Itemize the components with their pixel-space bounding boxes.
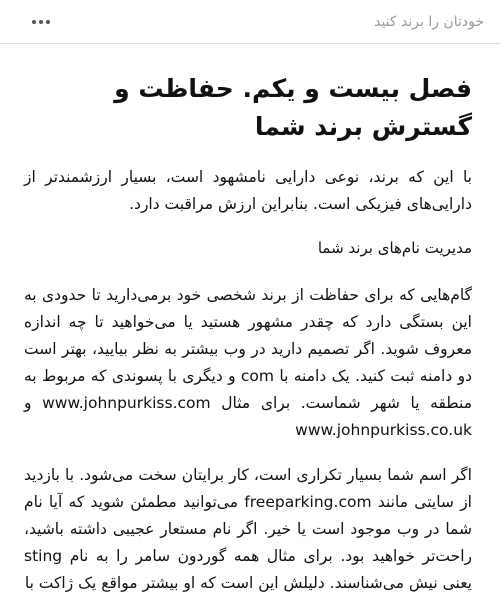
- chapter-intro: با این که برند، نوعی دارایی نامشهود است، بسیار ارزشمندتر از دارایی‌های فیزیکی است. بنابراین ارزش مراقبت دارد.: [24, 168, 472, 213]
- chapter-title: فصل بیست و یکم. حفاظت و گسترش برند شما: [114, 74, 472, 141]
- reader-content[interactable]: [0, 44, 500, 597]
- book-title: خودتان را برند کنید: [374, 13, 484, 30]
- dot: [39, 20, 43, 24]
- paragraph: اگر اسم شما بسیار تکراری است، کار برایتان سخت می‌شود. با بازدید از سایتی مانند freeparking.com می‌توانید مطمئن شوید که آیا نام شما در وب موجود است یا خیر. اگر نام مستعار عجیبی داشته باشید، راحت‌تر خواهید بود. برای مثال همه گوردون سامر را به نام sting یعنی نیش می‌شناسند. دلیلش این است که او بیشتر مواقع یک ژاکت با: [24, 466, 472, 592]
- more-options-icon[interactable]: [28, 14, 54, 30]
- section-heading: مدیریت نام‌های برند شما: [317, 239, 472, 257]
- reader-top-bar: [0, 0, 500, 44]
- dot: [46, 20, 50, 24]
- dot: [32, 20, 36, 24]
- paragraph: گام‌هایی که برای حفاظت از برند شخصی خود برمی‌دارید تا حدودی به این بستگی دارد که چقدر مشهور هستید یا می‌خواهید تا چه اندازه معروف شوید. اگر تصمیم دارید در وب بیشتر به نظر بیایید، بهتر است دو دامنه ثبت کنید. یک دامنه با com و دیگری با پسوندی که مربوط به منطقه یا شهر شماست. برای مثال www.johnpurkiss.com و www.johnpurkiss.co.uk: [24, 286, 473, 439]
